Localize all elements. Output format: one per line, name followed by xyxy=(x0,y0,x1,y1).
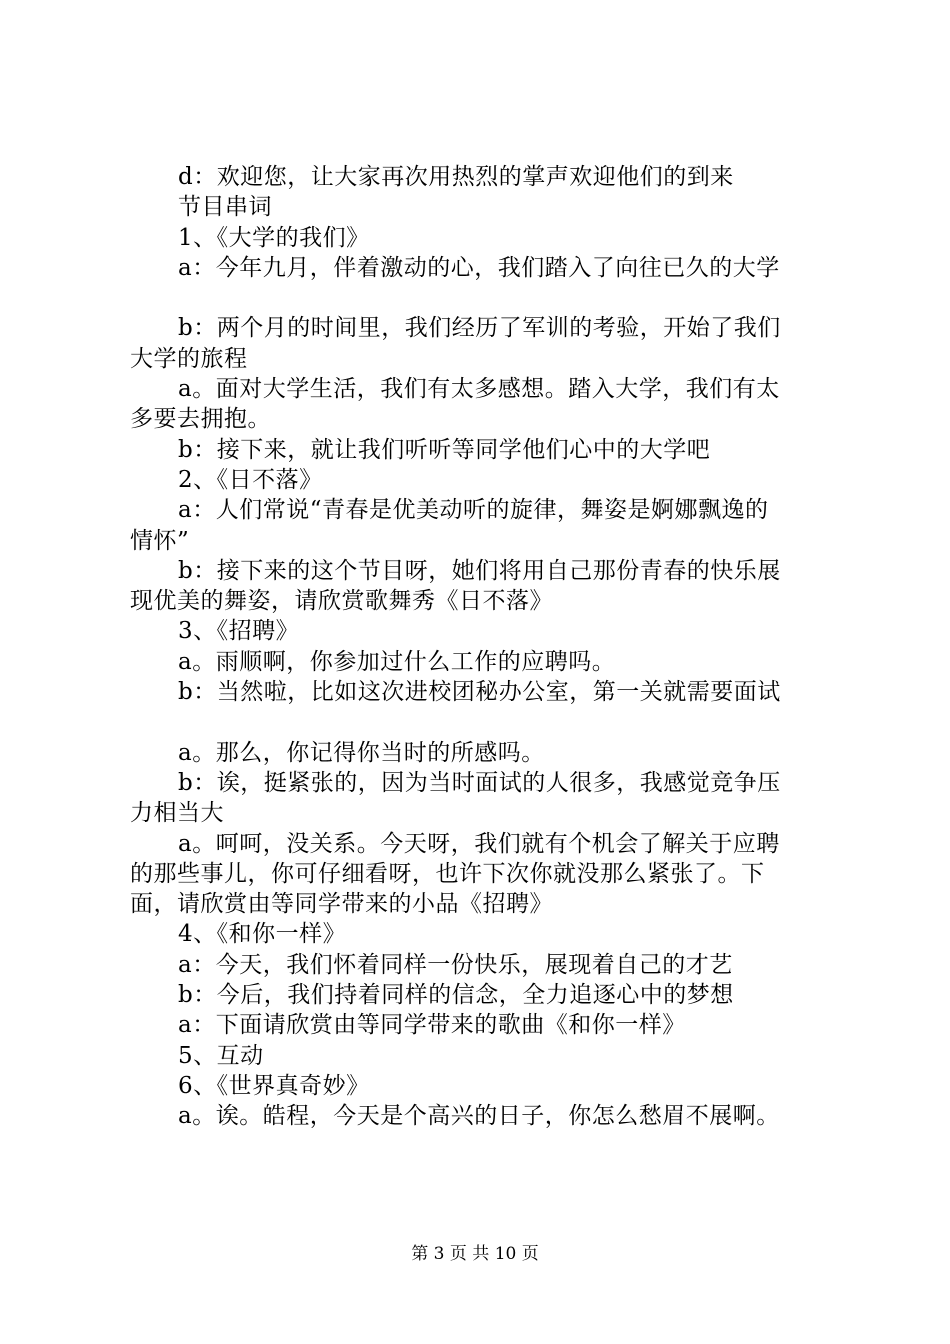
paragraph-line: a。诶。皓程，今天是个高兴的日子，你怎么愁眉不展啊。 xyxy=(178,1103,780,1130)
paragraph-line: b：诶，挺紧张的，因为当时面试的人很多，我感觉竞争压 xyxy=(178,769,781,796)
paragraph-continuation: 力相当大 xyxy=(130,800,224,827)
paragraph-line: 5、互动 xyxy=(178,1042,264,1069)
paragraph-continuation: 多要去拥抱。 xyxy=(130,406,271,433)
paragraph-line: 4、《和你一样》 xyxy=(178,921,347,948)
paragraph-line: 1、《大学的我们》 xyxy=(178,224,370,251)
blank-line xyxy=(130,707,832,737)
page-footer: 第 3 页 共 10 页 xyxy=(411,1244,539,1264)
paragraph-line: a：下面请欣赏由等同学带来的歌曲《和你一样》 xyxy=(178,1012,686,1039)
paragraph-line: a。那么，你记得你当时的所感吗。 xyxy=(178,739,545,766)
paragraph-line: 6、《世界真奇妙》 xyxy=(178,1072,370,1099)
paragraph-line: a：今年九月，伴着激动的心，我们踏入了向往已久的大学 xyxy=(178,254,780,281)
paragraph-continuation: 面，请欣赏由等同学带来的小品《招聘》 xyxy=(130,891,553,918)
paragraph-line: 2、《日不落》 xyxy=(178,466,323,493)
paragraph-line: 3、《招聘》 xyxy=(178,618,300,645)
paragraph-line: a：今天，我们怀着同样一份快乐，展现着自己的才艺 xyxy=(178,951,733,978)
blank-line xyxy=(130,283,832,313)
paragraph-continuation: 大学的旅程 xyxy=(130,345,248,372)
paragraph-line: a。面对大学生活，我们有太多感想。踏入大学，我们有太 xyxy=(178,376,780,403)
paragraph-line: d：欢迎您，让大家再次用热烈的掌声欢迎他们的到来 xyxy=(178,164,734,190)
paragraph-line: b：接下来的这个节目呀，她们将用自己那份青春的快乐展 xyxy=(178,557,781,584)
paragraph-line: a：人们常说“青春是优美动听的旋律，舞姿是婀娜飘逸的 xyxy=(178,497,769,524)
paragraph-line: a。雨顺啊，你参加过什么工作的应聘吗。 xyxy=(178,648,616,675)
document-body xyxy=(130,162,832,1132)
paragraph-continuation: 情怀” xyxy=(130,527,190,554)
paragraph-line: b：接下来，就让我们听听等同学他们心中的大学吧 xyxy=(178,436,711,463)
paragraph-line: a。呵呵，没关系。今天呀，我们就有个机会了解关于应聘 xyxy=(178,830,780,857)
paragraph-continuation: 现优美的舞姿，请欣赏歌舞秀《日不落》 xyxy=(130,588,553,615)
paragraph-line: 节目串词 xyxy=(178,194,272,221)
paragraph-line: b：两个月的时间里，我们经历了军训的考验，开始了我们 xyxy=(178,315,781,342)
paragraph-line: b：当然啦，比如这次进校团秘办公室，第一关就需要面试 xyxy=(178,679,781,706)
paragraph-continuation: 的那些事儿，你可仔细看呀，也许下次你就没那么紧张了。下 xyxy=(130,860,765,887)
paragraph-line: b：今后，我们持着同样的信念，全力追逐心中的梦想 xyxy=(178,982,734,1009)
